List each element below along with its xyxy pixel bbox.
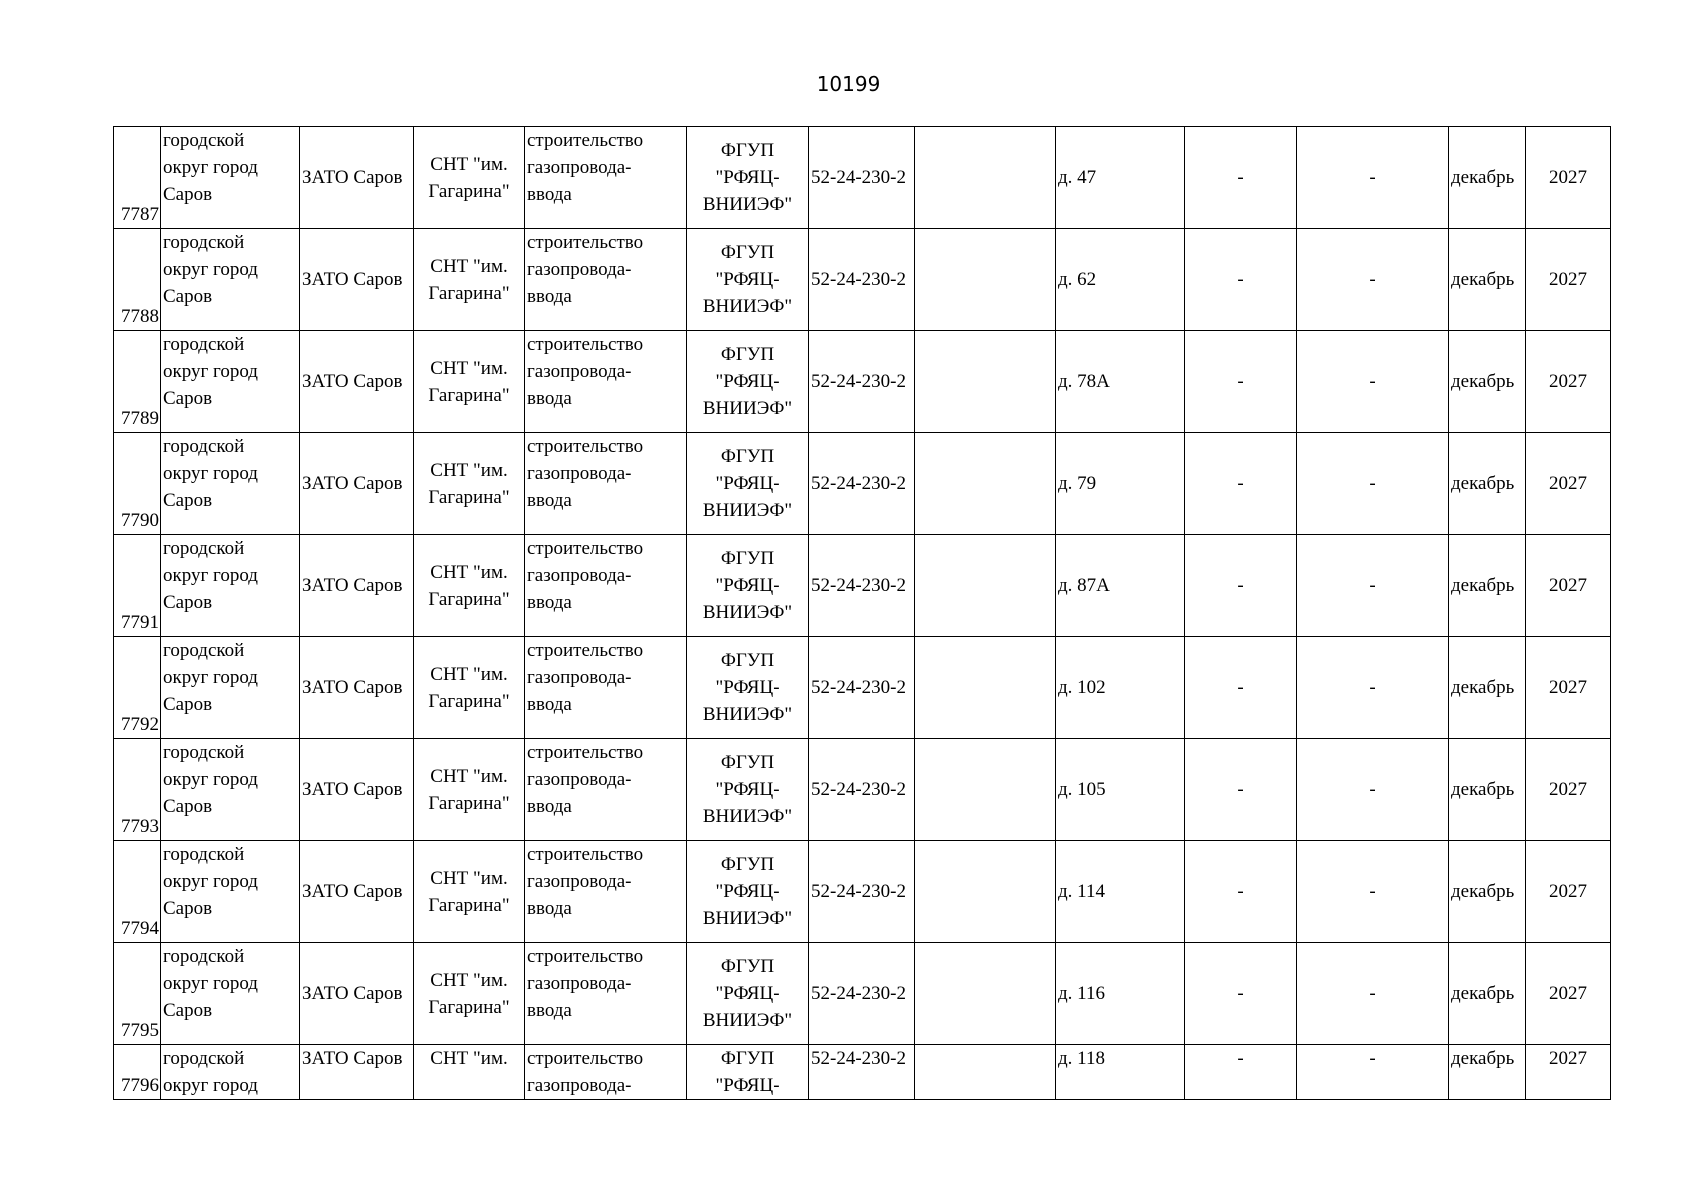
work-type-cell-line: газопровода- [527,667,632,688]
municipality-cell: ЗАТО Саров [300,433,414,535]
district-cell-line: округ город [163,871,258,892]
district-cell [161,739,300,841]
work-type-cell-line: строительство [527,232,644,253]
work-type-cell-line: газопровода- [527,361,632,382]
registry-table [113,126,1611,1100]
dash-cell: - [1297,841,1449,943]
district-cell-line: городской [163,436,245,457]
organization-cell-line: "РФЯЦ- [715,575,780,596]
work-type-cell-line: ввода [527,286,572,307]
work-type-cell-line: газопровода- [527,973,632,994]
district-cell-line: Саров [163,286,213,307]
snt-cell-line: Гагарина" [428,996,510,1018]
dash-cell: - [1297,331,1449,433]
dash-cell: - [1185,229,1297,331]
row-number-cell: 7790 [114,433,161,535]
table-row [114,535,1611,637]
district-cell-line: округ город [163,667,258,688]
work-type-cell-line: строительство [527,1048,644,1069]
snt-cell [414,229,525,331]
year-cell: 2027 [1526,433,1611,535]
organization-cell [687,841,809,943]
snt-cell-line: Гагарина" [428,180,510,202]
organization-cell-line: "РФЯЦ- [715,371,780,392]
district-cell [161,433,300,535]
snt-cell-line: Гагарина" [428,486,510,508]
dash-cell: - [1185,127,1297,229]
code-cell: 52-24-230-2 [809,229,915,331]
organization-cell [687,637,809,739]
snt-cell-line: СНТ "им. [430,153,508,175]
organization-cell-line: "РФЯЦ- [715,167,780,188]
snt-cell [414,637,525,739]
month-cell: декабрь [1449,943,1526,1045]
year-cell: 2027 [1526,943,1611,1045]
year-cell: 2027 [1526,229,1611,331]
organization-cell [687,433,809,535]
district-cell-line: Саров [163,184,213,205]
month-cell: декабрь [1449,433,1526,535]
snt-cell-line: Гагарина" [428,384,510,406]
district-cell-line: округ город [163,973,258,994]
snt-cell-line: Гагарина" [428,792,510,814]
empty-cell [915,943,1056,1045]
district-cell [161,331,300,433]
work-type-cell [525,739,687,841]
district-cell-line: округ город [163,1075,258,1096]
district-cell [161,535,300,637]
district-cell-line: городской [163,130,245,151]
work-type-cell-line: строительство [527,742,644,763]
dash-cell: - [1297,229,1449,331]
district-cell-line: Саров [163,796,213,817]
work-type-cell [525,229,687,331]
organization-cell-line: ФГУП [720,650,775,671]
code-cell: 52-24-230-2 [809,535,915,637]
code-cell: 52-24-230-2 [809,433,915,535]
work-type-cell-line: ввода [527,694,572,715]
district-cell-line: округ город [163,259,258,280]
work-type-cell-line: строительство [527,334,644,355]
work-type-cell-line: газопровода- [527,565,632,586]
municipality-cell: ЗАТО Саров [300,127,414,229]
work-type-cell [525,331,687,433]
empty-cell [915,433,1056,535]
organization-cell-line: ФГУП [720,140,775,161]
table-row [114,331,1611,433]
municipality-cell: ЗАТО Саров [300,943,414,1045]
month-cell: декабрь [1449,739,1526,841]
row-number-cell: 7794 [114,841,161,943]
dash-cell: - [1297,535,1449,637]
snt-cell [414,943,525,1045]
dash-cell: - [1185,535,1297,637]
organization-cell-line: ВНИИЭФ" [702,704,793,725]
code-cell: 52-24-230-2 [809,331,915,433]
work-type-cell-line: ввода [527,898,572,919]
dash-cell: - [1297,127,1449,229]
work-type-cell-line: ввода [527,388,572,409]
district-cell-line: округ город [163,565,258,586]
dash-cell: - [1297,943,1449,1045]
month-cell: декабрь [1449,331,1526,433]
organization-cell-line: ВНИИЭФ" [702,602,793,623]
house-cell: д. 102 [1056,637,1185,739]
dash-cell: - [1185,943,1297,1045]
organization-cell-line: ВНИИЭФ" [702,1010,793,1031]
snt-cell-line: СНТ "им. [430,1048,508,1069]
house-cell: д. 47 [1056,127,1185,229]
district-cell [161,1045,300,1100]
organization-cell [687,739,809,841]
month-cell: декабрь [1449,535,1526,637]
district-cell-line: Саров [163,1000,213,1021]
work-type-cell [525,841,687,943]
empty-cell [915,535,1056,637]
work-type-cell [525,535,687,637]
organization-cell-line: ВНИИЭФ" [702,500,793,521]
house-cell: д. 62 [1056,229,1185,331]
snt-cell [414,127,525,229]
snt-cell [414,1045,525,1100]
work-type-cell-line: ввода [527,796,572,817]
snt-cell-line: СНТ "им. [430,459,508,481]
dash-cell: - [1185,433,1297,535]
work-type-cell [525,943,687,1045]
year-cell: 2027 [1526,637,1611,739]
municipality-cell: ЗАТО Саров [300,535,414,637]
month-cell: декабрь [1449,229,1526,331]
house-cell: д. 118 [1056,1045,1185,1100]
district-cell [161,943,300,1045]
organization-cell [687,127,809,229]
district-cell-line: округ город [163,463,258,484]
page-number: 10199 [816,72,881,96]
organization-cell-line: "РФЯЦ- [715,677,780,698]
district-cell-line: округ город [163,157,258,178]
snt-cell-line: СНТ "им. [430,867,508,889]
snt-cell-line: Гагарина" [428,894,510,916]
work-type-cell-line: газопровода- [527,157,632,178]
district-cell-line: городской [163,538,245,559]
district-cell-line: Саров [163,592,213,613]
row-number-cell: 7792 [114,637,161,739]
table-row [114,739,1611,841]
snt-cell [414,739,525,841]
district-cell-line: городской [163,1048,245,1069]
table-row [114,841,1611,943]
district-cell [161,637,300,739]
empty-cell [915,331,1056,433]
organization-cell-line: "РФЯЦ- [715,881,780,902]
row-number-cell: 7791 [114,535,161,637]
code-cell: 52-24-230-2 [809,1045,915,1100]
organization-cell-line: ВНИИЭФ" [702,296,793,317]
organization-cell-line: "РФЯЦ- [715,473,780,494]
row-number-cell: 7796 [114,1045,161,1100]
dash-cell: - [1185,739,1297,841]
table-row [114,127,1611,229]
month-cell: декабрь [1449,637,1526,739]
district-cell-line: городской [163,640,245,661]
year-cell: 2027 [1526,535,1611,637]
work-type-cell-line: ввода [527,592,572,613]
empty-cell [915,127,1056,229]
municipality-cell: ЗАТО Саров [300,229,414,331]
district-cell-line: городской [163,742,245,763]
row-number-cell: 7787 [114,127,161,229]
work-type-cell-line: газопровода- [527,463,632,484]
month-cell: декабрь [1449,841,1526,943]
work-type-cell-line: газопровода- [527,871,632,892]
organization-cell-line: ФГУП [720,446,775,467]
empty-cell [915,637,1056,739]
snt-cell-line: СНТ "им. [430,357,508,379]
district-cell-line: Саров [163,490,213,511]
organization-cell-line: "РФЯЦ- [715,779,780,800]
work-type-cell [525,433,687,535]
dash-cell: - [1297,433,1449,535]
snt-cell [414,433,525,535]
house-cell: д. 105 [1056,739,1185,841]
snt-cell [414,331,525,433]
dash-cell: - [1185,331,1297,433]
district-cell-line: городской [163,334,245,355]
organization-cell [687,331,809,433]
house-cell: д. 116 [1056,943,1185,1045]
year-cell: 2027 [1526,841,1611,943]
code-cell: 52-24-230-2 [809,127,915,229]
snt-cell-line: Гагарина" [428,282,510,304]
work-type-cell-line: строительство [527,130,644,151]
dash-cell: - [1185,637,1297,739]
dash-cell: - [1297,637,1449,739]
district-cell-line: Саров [163,388,213,409]
organization-cell-line: "РФЯЦ- [715,1075,780,1096]
table-row [114,637,1611,739]
year-cell: 2027 [1526,331,1611,433]
house-cell: д. 78А [1056,331,1185,433]
dash-cell: - [1185,841,1297,943]
work-type-cell [525,127,687,229]
organization-cell-line: ВНИИЭФ" [702,398,793,419]
table-body [114,127,1611,1100]
organization-cell-line: ФГУП [720,242,775,263]
snt-cell [414,535,525,637]
snt-cell-line: СНТ "им. [430,765,508,787]
table-row [114,433,1611,535]
code-cell: 52-24-230-2 [809,739,915,841]
table-row [114,229,1611,331]
dash-cell: - [1185,1045,1297,1100]
organization-cell-line: ФГУП [720,752,775,773]
organization-cell [687,1045,809,1100]
snt-cell-line: СНТ "им. [430,561,508,583]
year-cell: 2027 [1526,739,1611,841]
municipality-cell: ЗАТО Саров [300,331,414,433]
work-type-cell-line: газопровода- [527,1075,632,1096]
empty-cell [915,1045,1056,1100]
dash-cell: - [1297,1045,1449,1100]
work-type-cell-line: строительство [527,946,644,967]
dash-cell: - [1297,739,1449,841]
empty-cell [915,229,1056,331]
work-type-cell-line: ввода [527,184,572,205]
work-type-cell [525,637,687,739]
organization-cell [687,229,809,331]
organization-cell-line: ФГУП [720,854,775,875]
organization-cell [687,535,809,637]
row-number-cell: 7795 [114,943,161,1045]
organization-cell-line: ФГУП [720,1048,775,1069]
work-type-cell-line: ввода [527,1000,572,1021]
work-type-cell-line: ввода [527,490,572,511]
snt-cell-line: СНТ "им. [430,663,508,685]
code-cell: 52-24-230-2 [809,841,915,943]
municipality-cell: ЗАТО Саров [300,739,414,841]
district-cell-line: Саров [163,694,213,715]
organization-cell-line: ФГУП [720,344,775,365]
work-type-cell-line: строительство [527,436,644,457]
year-cell: 2027 [1526,1045,1611,1100]
house-cell: д. 87А [1056,535,1185,637]
year-cell: 2027 [1526,127,1611,229]
district-cell-line: городской [163,844,245,865]
municipality-cell: ЗАТО Саров [300,841,414,943]
snt-cell-line: Гагарина" [428,588,510,610]
district-cell-line: округ город [163,769,258,790]
work-type-cell-line: газопровода- [527,259,632,280]
district-cell-line: городской [163,946,245,967]
row-number-cell: 7788 [114,229,161,331]
district-cell [161,127,300,229]
snt-cell-line: Гагарина" [428,690,510,712]
month-cell: декабрь [1449,1045,1526,1100]
work-type-cell-line: строительство [527,538,644,559]
organization-cell-line: "РФЯЦ- [715,269,780,290]
work-type-cell-line: строительство [527,844,644,865]
table-row [114,943,1611,1045]
district-cell-line: Саров [163,898,213,919]
snt-cell [414,841,525,943]
district-cell-line: округ город [163,361,258,382]
row-number-cell: 7789 [114,331,161,433]
snt-cell-line: СНТ "им. [430,255,508,277]
code-cell: 52-24-230-2 [809,943,915,1045]
work-type-cell-line: строительство [527,640,644,661]
empty-cell [915,739,1056,841]
snt-cell-line: СНТ "им. [430,969,508,991]
house-cell: д. 114 [1056,841,1185,943]
month-cell: декабрь [1449,127,1526,229]
organization-cell-line: ФГУП [720,548,775,569]
organization-cell-line: "РФЯЦ- [715,983,780,1004]
organization-cell-line: ВНИИЭФ" [702,908,793,929]
municipality-cell: ЗАТО Саров [300,637,414,739]
table-row [114,1045,1611,1100]
organization-cell-line: ФГУП [720,956,775,977]
work-type-cell-line: газопровода- [527,769,632,790]
district-cell-line: городской [163,232,245,253]
work-type-cell [525,1045,687,1100]
organization-cell [687,943,809,1045]
house-cell: д. 79 [1056,433,1185,535]
district-cell [161,841,300,943]
code-cell: 52-24-230-2 [809,637,915,739]
organization-cell-line: ВНИИЭФ" [702,194,793,215]
municipality-cell: ЗАТО Саров [300,1045,414,1100]
district-cell [161,229,300,331]
row-number-cell: 7793 [114,739,161,841]
organization-cell-line: ВНИИЭФ" [702,806,793,827]
empty-cell [915,841,1056,943]
